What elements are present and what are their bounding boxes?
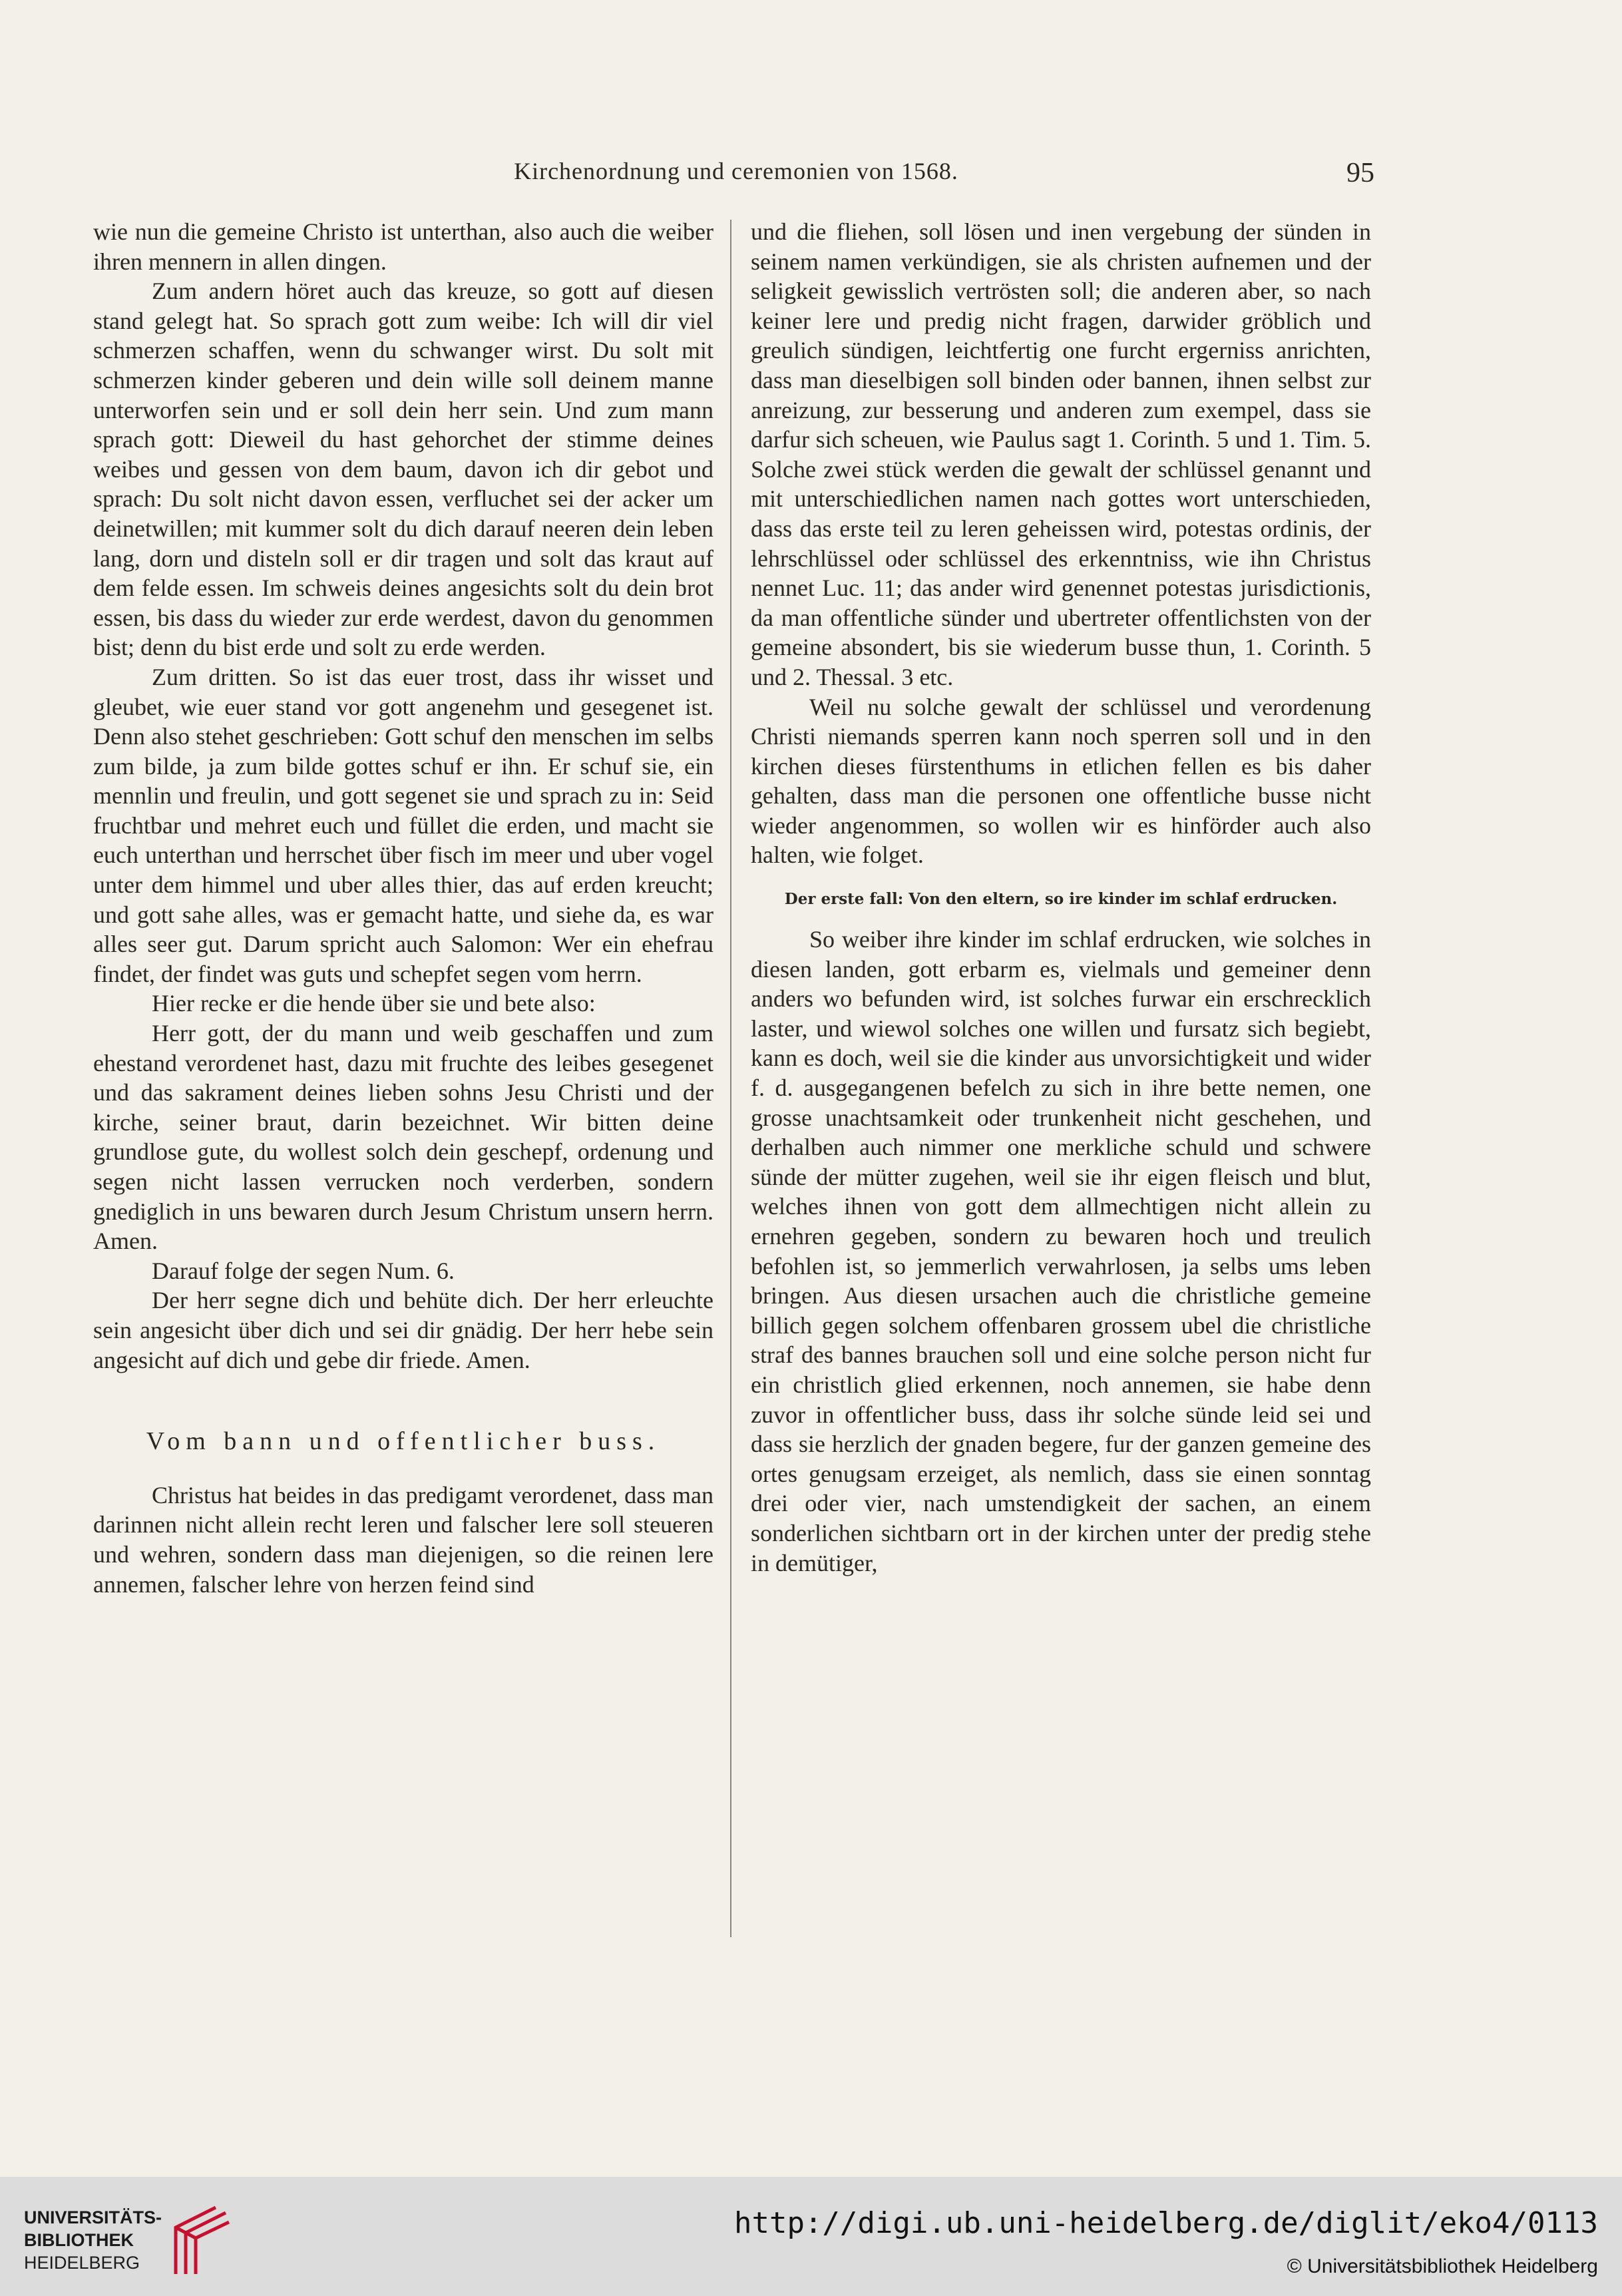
right-column bbox=[751, 217, 1371, 1578]
section-heading: Vom bann und offentlicher buss. bbox=[146, 1427, 661, 1456]
footer-bar bbox=[0, 2177, 1622, 2296]
paragraph: Weil nu solche gewalt der schlüssel und verordenung Christi niemands sperren kann noch sperren soll und in den kirchen dieses fürstenthums in etlichen fellen es bis daher gehalten, dass man die personen one offentliche busse nicht wieder angenommen, so wollen wir es hinförder auch also halten, wie folget. bbox=[751, 693, 1371, 869]
paragraph: Darauf folge der segen Num. 6. bbox=[152, 1257, 455, 1284]
paragraph: Zum andern höret auch das kreuze, so gott auf diesen stand gelegt hat. So sprach gott zum weibe: Ich will dir viel schmerzen schaffen, wenn du schwanger wirst. Du solt mit schmerzen kinder geberen und dein wille soll deinem manne unterworfen sein und er soll dein herr sein. Und zum mann sprach gott: Dieweil du hast gehorchet der stimme deines weibes und gessen von dem baum, davon ich dir gebot und sprach: Du solt nicht davon essen, verfluchet sei der acker um deinetwillen; mit kummer solt du dich darauf neeren dein leben lang, dorn und disteln soll er dir tragen und solt das kraut auf dem felde essen. Im schweis deines angesichts solt du dein brot essen, bis dass du wieder zur erde werdest, davon du genommen bist; denn du bist erde und solt zu erde werden. bbox=[93, 278, 713, 661]
running-title: Kirchenordnung und ceremonien von 1568. bbox=[514, 158, 958, 184]
paragraph: Hier recke er die hende über sie und bete also: bbox=[152, 990, 596, 1017]
case-heading: Der erste fall: Von den eltern, so ire kinder im schlaf erdrucken. bbox=[784, 890, 1338, 909]
library-logo-icon bbox=[162, 2201, 236, 2281]
copyright-notice: © Universitätsbibliothek Heidelberg bbox=[1287, 2255, 1598, 2277]
paragraph: wie nun die gemeine Christo ist unterthan, also auch die weiber ihren mennern in allen dingen. bbox=[93, 218, 713, 275]
paragraph: Herr gott, der du mann und weib geschaffen und zum ehestand verordenet hast, dazu mit fruchte des leibes gesegenet und das sakrament deines lieben sohns Jesu Christi und der kirche, seiner braut, darin bezeichnet. Wir bitten deine grundlose gute, du wollest solch dein geschepf, ordenung und segen nicht lassen verrucken noch verderben, sondern gnediglich in uns bewaren durch Jesum Christum unsern herrn. Amen. bbox=[93, 1020, 713, 1255]
logo-text: UNIVERSITÄTS- BIBLIOTHEK HEIDELBERG bbox=[24, 2207, 162, 2273]
paragraph: So weiber ihre kinder im schlaf erdrucken, wie solches in diesen landen, gott erbarm es, vielmals und gemeiner denn anders wo befunden wird, ist solches furwar ein erschrecklich laster, und wiewol solches one willen und fursatz sich begiebt, kann es doch, weil sie die kinder aus unvorsichtigkeit und wider f. d. ausgegangenen befelch zu sich in ihre bette nemen, one grosse unachtsamkeit oder trunkenheit nicht geschehen, und derhalben auch nimmer one merkliche schuld und schwere sünde der mütter zugehen, weil sie ihr eigen fleisch und blut, welches ihnen von gott dem allmechtigen nicht allein zu ernehren gegeben, sondern zu bewaren hoch und treulich befohlen ist, so jemmerlich verwahrlosen, ja selbs ums leben bringen. Aus diesen ursachen auch die christliche gemeine billich gegen solchem offenbaren grossem ubel die christliche straf des bannes brauchen soll und eine solche person nicht fur ein christlich glied erkennen, noch annemen, sie habe denn zuvor in offentlicher buss, dass ihr solche sünde leid sei und dass sie herzlich der gnaden begere, fur der ganzen gemeine des ortes genugsam erzeiget, als nemlich, dass sie einen sonntag drei oder vier, nach umstendigkeit der sachen, an einem sonderlichen sichtbarn ort in der kirchen unter der predig stehe in demütiger, bbox=[751, 926, 1371, 1576]
paragraph: und die fliehen, soll lösen und inen vergebung der sünden in seinem namen verkündigen, sie als christen aufnemen und der seligkeit gewisslich vertrösten soll; die anderen aber, so nach keiner lere und predig nicht fragen, darwider gröblich und greulich sündigen, leichtfertig one furcht ergerniss anrichten, dass man dieselbigen soll binden oder bannen, ihnen selbst zur anreizung, zur besserung und anderen zum exempel, dass sie darfur sich scheuen, wie Paulus sagt 1. Corinth. 5 und 1. Tim. 5. Solche zwei stück werden die gewalt der schlüssel genannt und mit unterschiedlichen namen nach gottes wort unterschieden, dass das erste teil zu leren geheissen wird, potestas ordinis, der lehrschlüssel oder schlüssel des erkenntniss, wie ihn Christus nennet Luc. 11; das ander wird genennet potestas jurisdictionis, da man offentliche sünder und ubertreter offentlichsten von der gemeine absondert, bis sie wiederum busse thun, 1. Corinth. 5 und 2. Thessal. 3 etc. bbox=[751, 218, 1371, 690]
paragraph: Der herr segne dich und behüte dich. Der herr erleuchte sein angesicht über dich und sei dir gnädig. Der herr hebe sein angesicht auf dich und gebe dir friede. Amen. bbox=[93, 1287, 713, 1373]
column-divider bbox=[730, 220, 731, 1937]
paragraph: Zum dritten. So ist das euer trost, dass ihr wisset und gleubet, wie euer stand vor gott angenehm und gesegenet ist. Denn also stehet geschrieben: Gott schuf den menschen im selbs zum bilde, ja zum bilde gottes schuf er ihn. Er schuf sie, ein mennlin und freulin, und gott segenet sie und sprach zu in: Seid fruchtbar und mehret euch und füllet die erden, und macht sie euch unterthan und herrschet über fisch im meer und uber vogel unter dem himmel und uber alles thier, das auf erden kreucht; und gott sahe alles, was er gemacht hatte, und siehe da, es war alles seer gut. Darum spricht auch Salomon: Wer ein ehefrau findet, der findet was guts und schepfet segen vom herrn. bbox=[93, 663, 713, 987]
paragraph: Christus hat beides in das predigamt verordenet, dass man darinnen nicht allein recht leren und falscher lere soll steueren und wehren, sondern dass man diejenigen, so die reinen lere annemen, falscher lehre von herzen feind sind bbox=[93, 1481, 713, 1598]
permalink-url[interactable]: http://digi.ub.uni-heidelberg.de/diglit/eko4/0113 bbox=[733, 2206, 1598, 2240]
page-number: 95 bbox=[1346, 158, 1374, 188]
left-column bbox=[93, 217, 713, 1599]
library-logo[interactable] bbox=[24, 2201, 250, 2281]
